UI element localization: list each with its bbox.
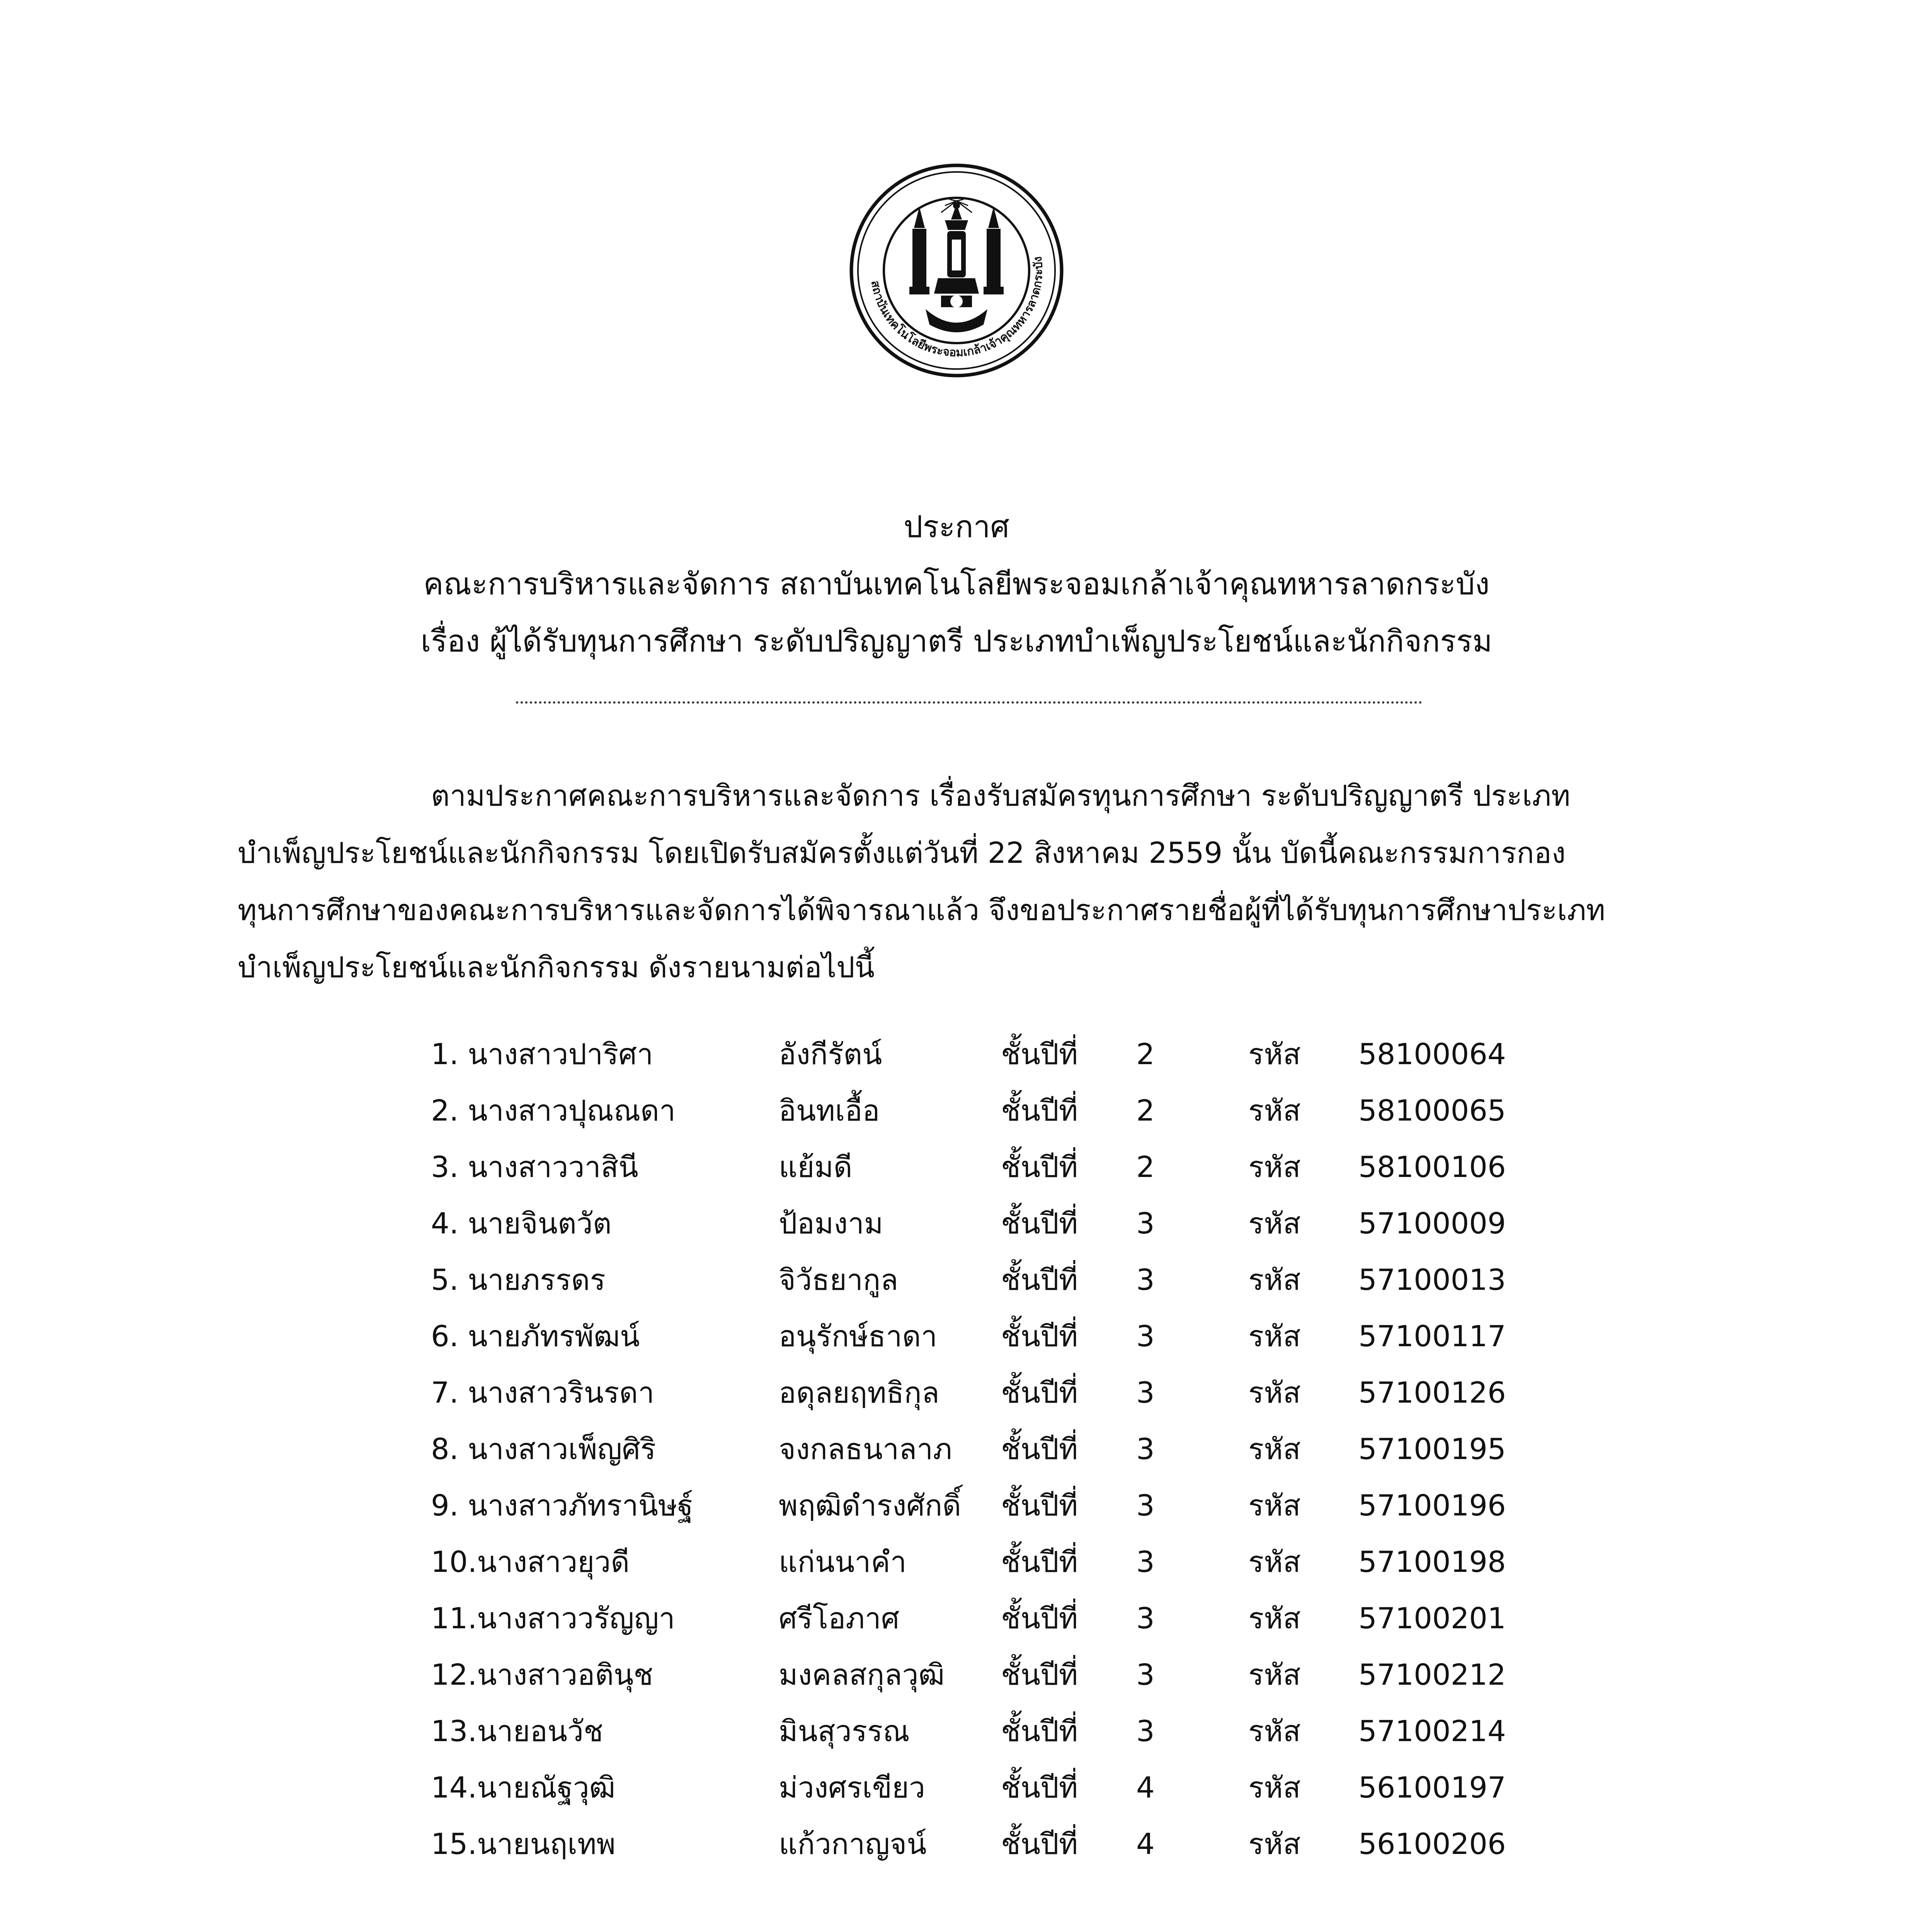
recipient-name: 7. นางสาวรินรดา [431,1376,655,1410]
recipient-year: 3 [1136,1319,1155,1353]
year-label: ชั้นปีที่ [1001,1263,1078,1297]
recipient-surname: แก้วกาญจน์ [779,1827,927,1861]
body-line-3: ทุนการศึกษาของคณะการบริหารและจัดการได้พิจารณาแล้ว จึงขอประกาศรายชื่อผู้ที่ได้รับทุนการศึกษาประเภท [238,893,1605,927]
year-label: ชั้นปีที่ [1001,1488,1078,1522]
document-header [0,498,1913,670]
code-label: รหัส [1248,1488,1301,1522]
recipient-code: 58100106 [1358,1150,1506,1184]
recipient-surname: มินสุวรรณ [779,1714,910,1748]
year-label: ชั้นปีที่ [1001,1150,1078,1184]
recipient-year: 3 [1136,1488,1155,1522]
recipient-name: 11.นางสาววรัญญา [431,1601,675,1635]
faculty-line: คณะการบริหารและจัดการ สถาบันเทคโนโลยีพระจอมเกล้าเจ้าคุณทหารลาดกระบัง [423,567,1490,602]
recipient-name: 15.นายนฤเทพ [431,1827,616,1861]
list-item [431,1026,1590,1082]
list-item [431,1082,1590,1139]
list-item [431,1364,1590,1421]
recipient-code: 57100214 [1358,1714,1506,1748]
recipient-year: 3 [1136,1206,1155,1240]
recipient-surname: จงกลธนาลาภ [779,1432,952,1466]
recipient-code: 57100212 [1358,1658,1506,1692]
year-label: ชั้นปีที่ [1001,1432,1078,1466]
recipient-surname: มงคลสกุลวุฒิ [779,1658,945,1692]
list-item [431,1421,1590,1477]
list-item [431,1252,1590,1308]
recipient-code: 57100195 [1358,1432,1506,1466]
year-label: ชั้นปีที่ [1001,1545,1078,1579]
recipient-list [431,1026,1590,1872]
recipient-year: 3 [1136,1376,1155,1410]
year-label: ชั้นปีที่ [1001,1206,1078,1240]
year-label: ชั้นปีที่ [1001,1376,1078,1410]
year-label: ชั้นปีที่ [1001,1827,1078,1861]
seal-ring-text: สถาบันเทคโนโลยีพระจอมเกล้าเจ้าคุณทหารลาดกระบัง [868,255,1046,360]
recipient-code: 57100198 [1358,1545,1506,1579]
recipient-name: 13.นายอนวัช [431,1714,603,1748]
recipient-name: 2. นางสาวปุณณดา [431,1094,676,1128]
recipient-code: 58100065 [1358,1094,1506,1128]
recipient-name: 3. นางสาววาสินี [431,1150,638,1184]
recipient-year: 2 [1136,1037,1155,1071]
recipient-name: 1. นางสาวปาริศา [431,1037,654,1071]
recipient-surname: ม่วงศรเขียว [779,1770,926,1804]
recipient-surname: ศรีโอภาศ [779,1601,900,1635]
recipient-code: 57100201 [1358,1601,1506,1635]
recipient-surname: ป้อมงาม [779,1206,883,1240]
recipient-surname: อดุลยฤทธิกุล [779,1376,939,1410]
recipient-surname: แย้มดี [779,1150,853,1184]
recipient-code: 57100009 [1358,1206,1506,1240]
recipient-year: 3 [1136,1714,1155,1748]
recipient-name: 9. นางสาวภัทรานิษฐ์ [431,1488,693,1522]
code-label: รหัส [1248,1037,1301,1071]
recipient-code: 57100117 [1358,1319,1506,1353]
recipient-name: 8. นางสาวเพ็ญศิริ [431,1432,656,1466]
recipient-code: 58100064 [1358,1037,1506,1071]
list-item [431,1139,1590,1195]
year-label: ชั้นปีที่ [1001,1094,1078,1128]
recipient-name: 6. นายภัทรพัฒน์ [431,1319,640,1353]
year-label: ชั้นปีที่ [1001,1714,1078,1748]
code-label: รหัส [1248,1658,1301,1692]
recipient-code: 57100126 [1358,1376,1506,1410]
code-label: รหัส [1248,1206,1301,1240]
list-item [431,1816,1590,1872]
code-label: รหัส [1248,1432,1301,1466]
recipient-year: 4 [1136,1770,1155,1804]
code-label: รหัส [1248,1714,1301,1748]
recipient-surname: อังกีรัตน์ [779,1037,882,1071]
recipient-year: 3 [1136,1432,1155,1466]
recipient-year: 3 [1136,1545,1155,1579]
recipient-year: 2 [1136,1094,1155,1128]
recipient-name: 12.นางสาวอตินุช [431,1658,654,1692]
recipient-code: 56100206 [1358,1827,1506,1861]
institute-seal-icon [848,162,1065,379]
recipient-year: 3 [1136,1658,1155,1692]
code-label: รหัส [1248,1827,1301,1861]
recipient-code: 56100197 [1358,1770,1506,1804]
list-item [431,1646,1590,1703]
list-item [431,1759,1590,1816]
recipient-surname: แก่นนาคำ [779,1545,907,1579]
recipient-surname: อนุรักษ์ธาดา [779,1319,938,1353]
code-label: รหัส [1248,1770,1301,1804]
code-label: รหัส [1248,1094,1301,1128]
recipient-year: 4 [1136,1827,1155,1861]
recipient-surname: จิวัธยากูล [779,1263,899,1297]
year-label: ชั้นปีที่ [1001,1037,1078,1071]
list-item [431,1703,1590,1759]
year-label: ชั้นปีที่ [1001,1319,1078,1353]
list-item [431,1590,1590,1646]
year-label: ชั้นปีที่ [1001,1601,1078,1635]
recipient-code: 57100013 [1358,1263,1506,1297]
body-line-2: บำเพ็ญประโยชน์และนักกิจกรรม โดยเปิดรับสมัครตั้งแต่วันที่ 22 สิงหาคม 2559 นั้น บัดนี้คณะกรรมการกอง [238,836,1566,870]
recipient-year: 3 [1136,1601,1155,1635]
list-item [431,1308,1590,1364]
dotted-divider [516,701,1422,704]
body-line-1: ตามประกาศคณะการบริหารและจัดการ เรื่องรับสมัครทุนการศึกษา ระดับปริญญาตรี ประเภท [431,779,1571,813]
code-label: รหัส [1248,1319,1301,1353]
recipient-name: 4. นายจินตวัต [431,1206,612,1240]
list-item [431,1195,1590,1252]
body-line-4: บำเพ็ญประโยชน์และนักกิจกรรม ดังรายนามต่อไปนี้ [238,950,875,984]
code-label: รหัส [1248,1150,1301,1184]
document-title: ประกาศ [904,510,1009,544]
year-label: ชั้นปีที่ [1001,1658,1078,1692]
subject-line: เรื่อง ผู้ได้รับทุนการศึกษา ระดับปริญญาตรี ประเภทบำเพ็ญประโยชน์และนักกิจกรรม [420,624,1493,659]
recipient-surname: อินทเอื้อ [779,1094,880,1128]
recipient-year: 3 [1136,1263,1155,1297]
code-label: รหัส [1248,1545,1301,1579]
announcement-date [431,1928,859,1932]
recipient-year: 2 [1136,1150,1155,1184]
recipient-name: 10.นางสาวยุวดี [431,1545,630,1579]
code-label: รหัส [1248,1263,1301,1297]
list-item [431,1477,1590,1534]
list-item [431,1534,1590,1590]
year-label: ชั้นปีที่ [1001,1770,1078,1804]
recipient-surname: พฤฒิดำรงศักดิ์ [779,1488,962,1522]
code-label: รหัส [1248,1601,1301,1635]
code-label: รหัส [1248,1376,1301,1410]
recipient-name: 5. นายภรรดร [431,1263,606,1297]
recipient-name: 14.นายณัฐวุฒิ [431,1770,616,1804]
recipient-code: 57100196 [1358,1488,1506,1522]
